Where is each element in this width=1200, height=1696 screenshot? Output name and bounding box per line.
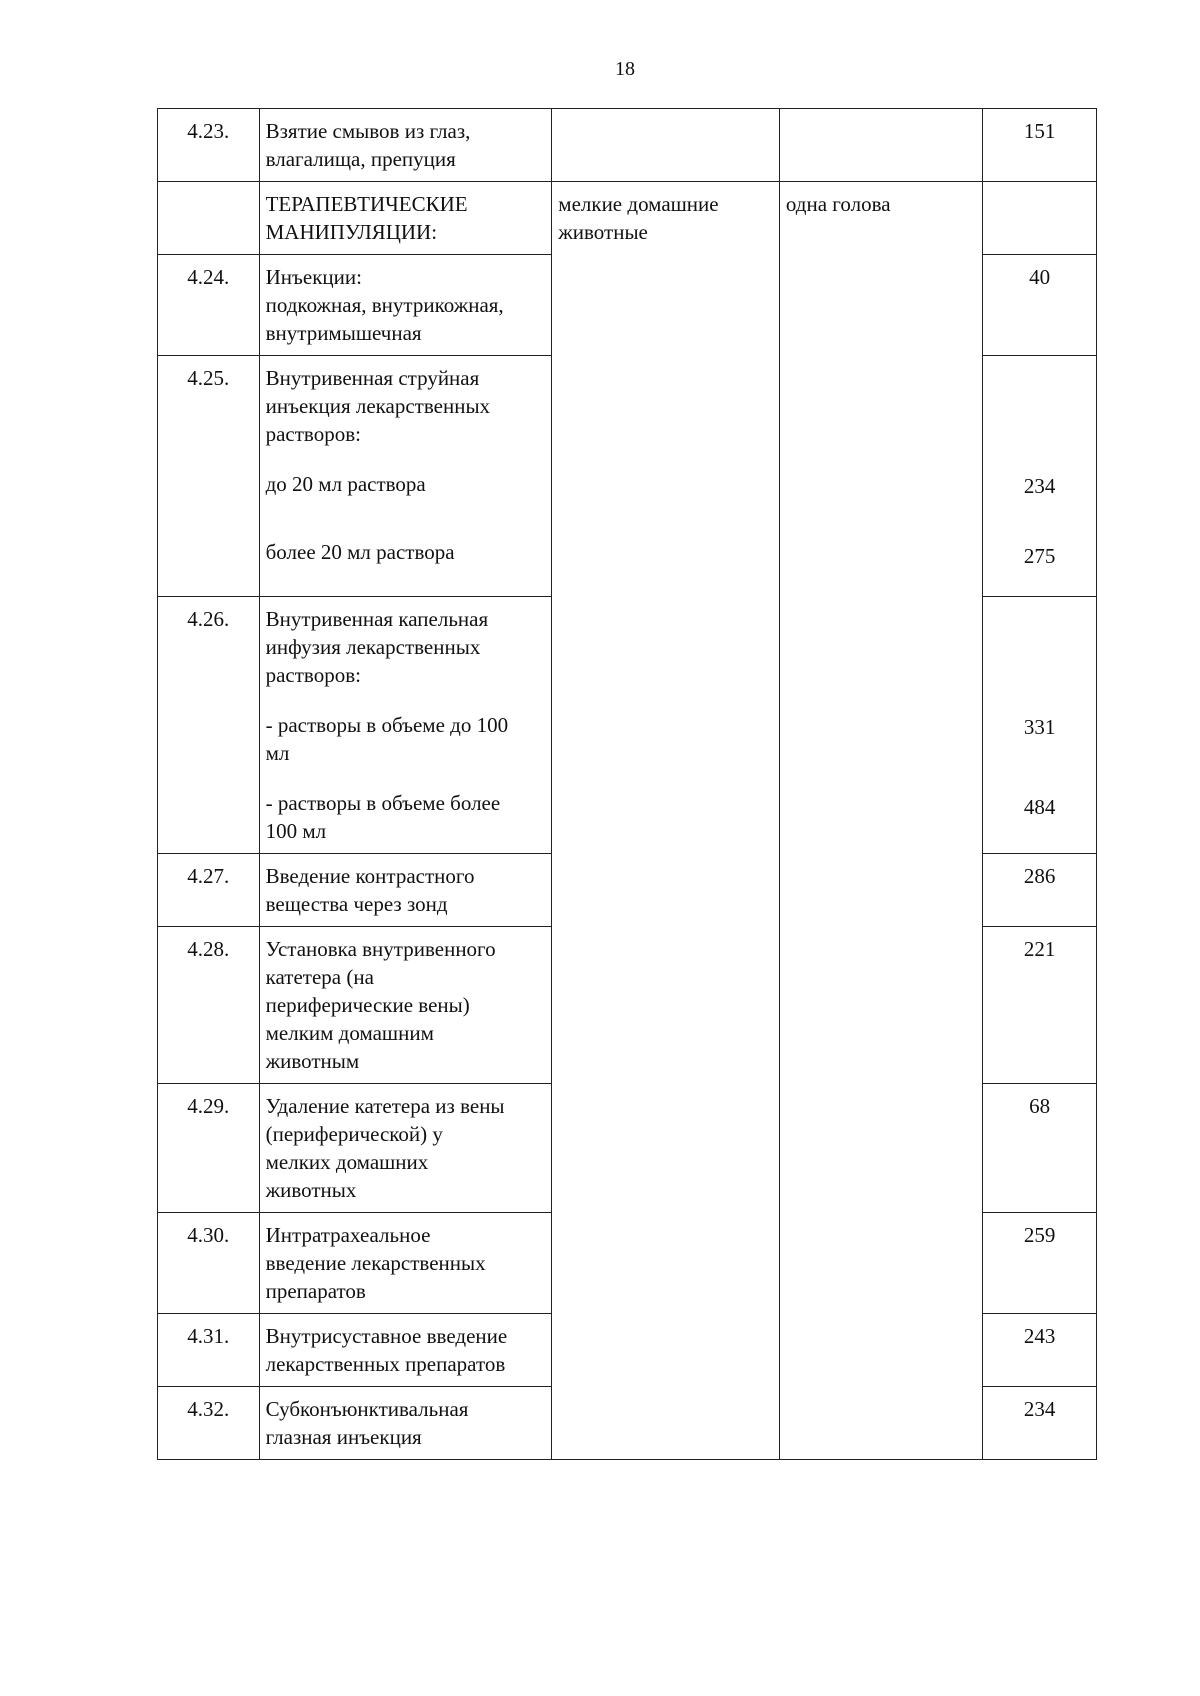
price-cell: 286	[983, 854, 1097, 927]
sub-price: 275	[1023, 544, 1056, 568]
row-number: 4.23.	[158, 109, 260, 182]
animal-cell	[552, 109, 780, 182]
price-cell: 243	[983, 1314, 1097, 1387]
table-row	[158, 182, 1097, 255]
sub-price: 331	[1023, 715, 1056, 739]
unit-type-cell: одна голова	[779, 182, 982, 1460]
service-name: Субконъюнктивальная глазная инъекция	[259, 1387, 552, 1460]
row-number: 4.27.	[158, 854, 260, 927]
price-cell: 151	[983, 109, 1097, 182]
section-heading: ТЕРАПЕВТИЧЕСКИЕ МАНИПУЛЯЦИИ:	[259, 182, 552, 255]
sub-price: 484	[1023, 795, 1056, 819]
price-cell: 68	[983, 1084, 1097, 1213]
price-table	[157, 108, 1097, 1460]
row-number: 4.29.	[158, 1084, 260, 1213]
row-number: 4.24.	[158, 255, 260, 356]
row-number: 4.25.	[158, 356, 260, 597]
table-row	[158, 109, 1097, 182]
row-number	[158, 182, 260, 255]
row-number: 4.26.	[158, 597, 260, 854]
price-cell: 221	[983, 927, 1097, 1084]
service-name: Внутривенная капельная инфузия лекарственных растворов: - растворы в объеме до 100 мл - растворы в объеме более 100 мл	[259, 597, 552, 854]
animal-type-cell: мелкие домашние животные	[552, 182, 780, 1460]
service-name: Внутрисуставное введение лекарственных препаратов	[259, 1314, 552, 1387]
sub-item: до 20 мл раствора	[265, 472, 426, 496]
service-name: Установка внутривенного катетера (на периферические вены) мелким домашним животным	[259, 927, 552, 1084]
sub-item: - растворы в объеме более	[265, 791, 501, 815]
row-number: 4.30.	[158, 1213, 260, 1314]
service-name: Интратрахеальное введение лекарственных препаратов	[259, 1213, 552, 1314]
price-cell	[983, 356, 1097, 597]
service-name: Инъекции: подкожная, внутрикожная, внутримышечная	[259, 255, 552, 356]
row-number: 4.32.	[158, 1387, 260, 1460]
price-cell: 234	[983, 1387, 1097, 1460]
service-name: Внутривенная струйная инъекция лекарственных растворов: до 20 мл раствора более 20 мл раствора	[259, 356, 552, 597]
service-name: Взятие смывов из глаз, влагалища, препуция	[259, 109, 552, 182]
price-cell: 40	[983, 255, 1097, 356]
price-cell	[983, 182, 1097, 255]
price-cell	[983, 597, 1097, 854]
row-number: 4.28.	[158, 927, 260, 1084]
service-name: Введение контрастного вещества через зонд	[259, 854, 552, 927]
sub-item: - растворы в объеме до 100	[265, 713, 509, 737]
unit-cell	[779, 109, 982, 182]
service-name: Удаление катетера из вены (периферической) у мелких домашних животных	[259, 1084, 552, 1213]
page-number: 18	[615, 58, 635, 80]
price-cell: 259	[983, 1213, 1097, 1314]
sub-item: более 20 мл раствора	[265, 540, 455, 564]
row-number: 4.31.	[158, 1314, 260, 1387]
sub-price: 234	[1023, 474, 1056, 498]
